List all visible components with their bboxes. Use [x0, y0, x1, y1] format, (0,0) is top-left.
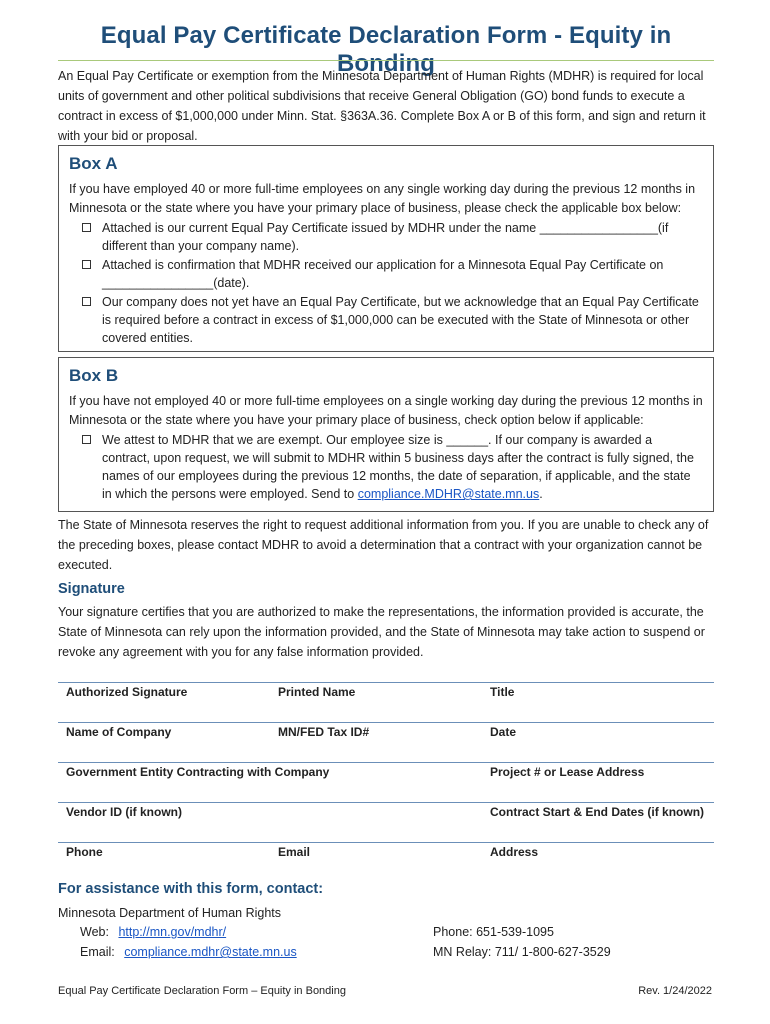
web-label: Web: — [80, 925, 109, 939]
box-a-instructions: If you have employed 40 or more full-time employees on any single working day during the previous 12 months in Minnesota or the state where you have your primary place of business, please check the applicable box below: — [69, 182, 696, 215]
footer-revision: Rev. 1/24/2022 — [638, 985, 712, 997]
mdhr-email-link[interactable]: compliance.mdhr@state.mn.us — [124, 945, 297, 959]
reserve-paragraph: The State of Minnesota reserves the right to request additional information from you. If you are unable to check any of the preceding boxes, please contact MDHR to avoid a determination that a contract with your organization cannot be executed. — [58, 518, 709, 572]
box-a — [58, 145, 714, 352]
box-a-option-3-label: Our company does not yet have an Equal Pay Certificate, but we acknowledge that an Equal Pay Certificate is required before a contract in excess of $1,000,000 can be executed with the State of Minnesota or other covered entities. — [102, 295, 699, 345]
field-printed-name[interactable]: Printed Name — [278, 685, 356, 699]
email-row — [80, 942, 297, 962]
assistance-org: Minnesota Department of Human Rights — [58, 906, 282, 920]
box-a-option-2 — [69, 256, 703, 292]
box-b-instructions: If you have not employed 40 or more full-time employees on a single working day during the previous 12 months in Minnesota or the state where you have your primary place of business, check option below if applicable: — [69, 394, 703, 427]
field-date[interactable]: Date — [490, 725, 517, 739]
checkbox-current-certificate[interactable] — [82, 223, 91, 232]
checkbox-application-received[interactable] — [82, 260, 91, 269]
title-divider — [58, 60, 714, 61]
mdhr-web-link[interactable]: http://mn.gov/mdhr/ — [118, 925, 227, 939]
box-a-option-2-label: Attached is confirmation that MDHR received our application for a Minnesota Equal Pay Certificate on ________________(date). — [102, 258, 664, 290]
assistance-phone: Phone: 651-539-1095 — [433, 925, 554, 939]
checkbox-no-certificate[interactable] — [82, 297, 91, 306]
footer-title: Equal Pay Certificate Declaration Form – Equity in Bonding — [58, 985, 346, 997]
field-title[interactable]: Title — [490, 685, 515, 699]
signature-row-2 — [58, 722, 714, 763]
field-contract-dates[interactable]: Contract Start & End Dates (if known) — [490, 805, 705, 819]
email-label: Email: — [80, 945, 115, 959]
box-a-option-1 — [69, 219, 703, 255]
box-a-option-3 — [69, 293, 703, 347]
field-vendor-id[interactable]: Vendor ID (if known) — [66, 805, 182, 819]
page-title: Equal Pay Certificate Declaration Form - Equity in Bonding — [100, 22, 672, 77]
field-project[interactable]: Project # or Lease Address — [490, 765, 645, 779]
field-government-entity[interactable]: Government Entity Contracting with Company — [66, 765, 330, 779]
box-b — [58, 357, 714, 512]
field-address[interactable]: Address — [490, 845, 539, 859]
signature-paragraph: Your signature certifies that you are authorized to make the representations, the information provided is accurate, the State of Minnesota can rely upon the information provided, and the State of Minnesota may take action to suspend or revoke any agreement with you for any false information provided. — [58, 605, 705, 659]
intro-paragraph: An Equal Pay Certificate or exemption from the Minnesota Department of Human Rights (MDHR) is required for local units of government and other political subdivisions that receive General Obligation (GO) bond funds to execute a contract in excess of $1,000,000 under Minn. Stat. §363A.36. Complete Box A or B of this form, and sign and return it with your bid or proposal. — [58, 69, 706, 143]
signature-row-1 — [58, 682, 714, 723]
box-b-period: . — [539, 487, 543, 501]
assistance-relay: MN Relay: 711/ 1-800-627-3529 — [433, 945, 611, 959]
assistance-heading: For assistance with this form, contact: — [58, 881, 324, 897]
field-tax-id[interactable]: MN/FED Tax ID# — [278, 725, 370, 739]
box-b-option — [69, 431, 703, 503]
field-name-of-company[interactable]: Name of Company — [66, 725, 172, 739]
box-b-option-text: We attest to MDHR that we are exempt. Our employee size is ______. If our company is awarded a contract, upon request, we will submit to MDHR within 5 business days after the contract is fully signed, the names of our employees during the previous 12 months, the date of separation, if applicable, and the state in which the persons were employed. Send to — [102, 433, 694, 501]
field-phone[interactable]: Phone — [66, 845, 103, 859]
checkbox-exempt[interactable] — [82, 435, 91, 444]
field-email[interactable]: Email — [278, 845, 311, 859]
signature-row-3 — [58, 762, 714, 803]
box-b-option-label — [102, 431, 703, 503]
signature-row-4 — [58, 802, 714, 843]
field-authorized-signature[interactable]: Authorized Signature — [66, 685, 188, 699]
signature-heading: Signature — [58, 581, 125, 597]
box-a-option-1-label: Attached is our current Equal Pay Certificate issued by MDHR under the name _________________(if different than your company name). — [102, 221, 669, 253]
box-b-title: Box B — [69, 366, 119, 385]
box-a-title: Box A — [69, 154, 118, 173]
compliance-email-link[interactable]: compliance.MDHR@state.mn.us — [357, 487, 540, 501]
web-row — [80, 922, 226, 942]
signature-row-5 — [58, 842, 714, 883]
